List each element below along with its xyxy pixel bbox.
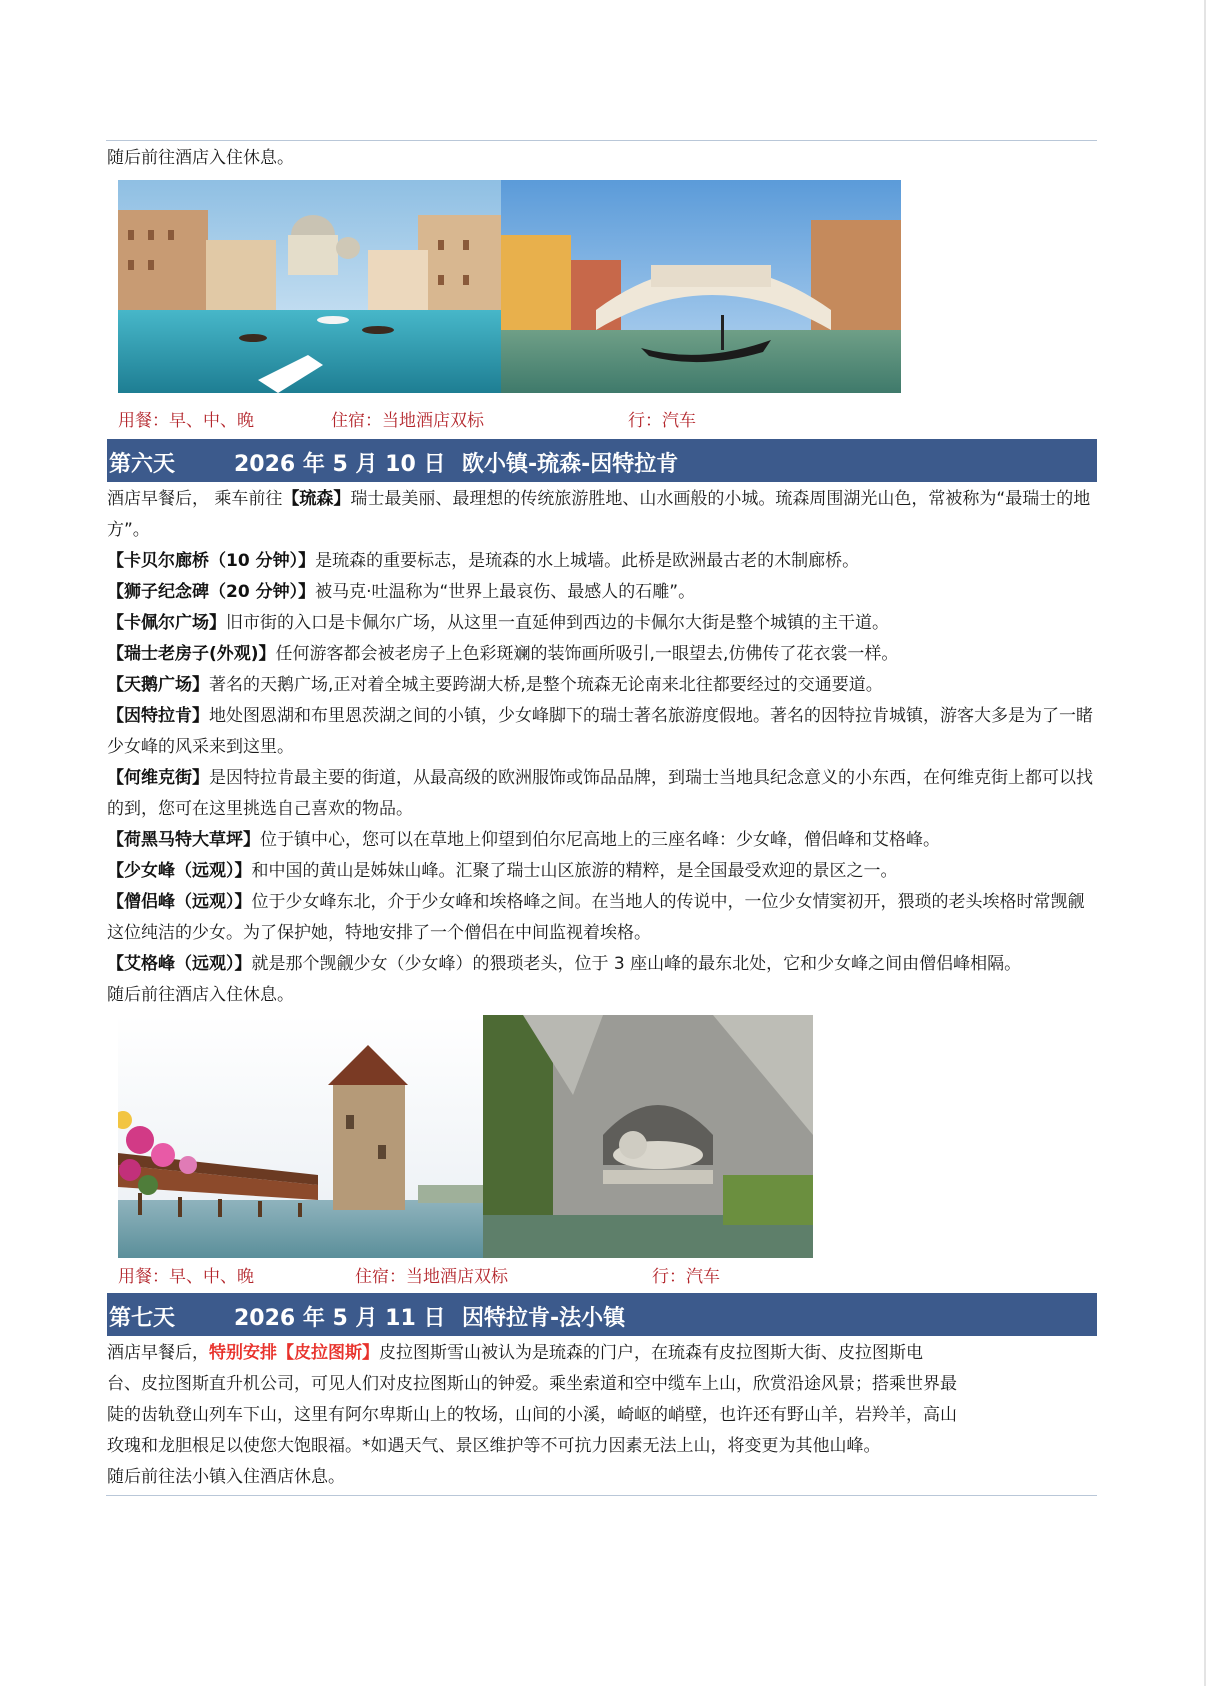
attraction-item	[107, 577, 1097, 608]
attraction-text: 就是那个觊觎少女（少女峰）的猥琐老头，位于 3 座山峰的最东北处，它和少女峰之间由僧侣峰相隔。	[251, 954, 1022, 974]
attraction-text: 著名的天鹅广场,正对着全城主要跨湖大桥,是整个琉森无论南来北往都要经过的交通要道。	[209, 675, 883, 695]
attraction-text: 和中国的黄山是姊妹山峰。汇聚了瑞士山区旅游的精粹，是全国最受欢迎的景区之一。	[251, 861, 898, 881]
attraction-item	[107, 670, 1097, 701]
meals-info: 用餐：早、中、晚	[118, 1267, 254, 1287]
day7-intro-description: 皮拉图斯雪山被认为是琉森的门户，在琉森有皮拉图斯大街、皮拉图斯电	[379, 1343, 923, 1363]
attraction-item	[107, 763, 1097, 825]
attraction-title: 【何维克街】	[107, 768, 209, 788]
day-label: 第七天	[109, 1306, 176, 1331]
attraction-item	[107, 949, 1097, 980]
attraction-item	[107, 887, 1097, 949]
attraction-title: 【卡佩尔广场】	[107, 613, 226, 633]
intro-text: 酒店早餐后， 乘车前往	[107, 489, 283, 509]
attraction-item	[107, 825, 1097, 856]
transport-info: 行：汽车	[652, 1267, 720, 1287]
attraction-item	[107, 639, 1097, 670]
attraction-title: 【卡贝尔廊桥（10 分钟）】	[107, 551, 316, 571]
attraction-title: 【艾格峰（远观）】	[107, 954, 252, 974]
attraction-text: 被马克·吐温称为“世界上最哀伤、最感人的石雕”。	[315, 582, 696, 602]
day-route: 因特拉肯-法小镇	[462, 1306, 626, 1331]
attraction-title: 【狮子纪念碑（20 分钟）】	[107, 582, 316, 602]
venice-grand-canal-photo	[118, 180, 501, 393]
day-label: 第六天	[109, 452, 176, 477]
day7-intro: 酒店早餐后，	[107, 1343, 209, 1363]
venice-rialto-bridge-photo	[501, 180, 901, 393]
attraction-text: 地处图恩湖和布里恩茨湖之间的小镇，少女峰脚下的瑞士著名旅游度假地。著名的因特拉肯城镇，游客大多是为了一睹少女峰的风采来到这里。	[107, 706, 1093, 757]
lucerne-photo-row	[118, 1015, 1097, 1258]
hotel-info: 住宿：当地酒店双标	[331, 411, 484, 431]
day6-header	[107, 439, 1097, 482]
special-arrangement-highlight: 特别安排【皮拉图斯】	[209, 1343, 379, 1363]
attraction-title: 【僧侣峰（远观）】	[107, 892, 252, 912]
day7-header	[107, 1293, 1097, 1336]
bottom-rule	[106, 1495, 1097, 1496]
top-rule	[106, 140, 1097, 141]
attraction-title: 【瑞士老房子(外观)】	[107, 644, 276, 664]
attraction-title: 【荷黑马特大草坪】	[107, 830, 260, 850]
hotel-info: 住宿：当地酒店双标	[355, 1267, 508, 1287]
day-date: 2026 年 5 月 11 日	[234, 1306, 446, 1331]
attraction-text: 任何游客都会被老房子上色彩斑斓的装饰画所吸引,一眼望去,仿佛传了花衣裳一样。	[275, 644, 899, 664]
venice-photo-row	[118, 180, 1097, 393]
day-route: 欧小镇-琉森-因特拉肯	[462, 452, 679, 477]
attraction-item	[107, 856, 1097, 887]
attraction-title: 【少女峰（远观）】	[107, 861, 252, 881]
attraction-text: 是因特拉肯最主要的街道，从最高级的欧洲服饰或饰品品牌，到瑞士当地具纪念意义的小东西，在何维克街上都可以找的到，您可在这里挑选自己喜欢的物品。	[107, 768, 1093, 819]
attraction-item	[107, 608, 1097, 639]
attraction-title: 【天鹅广场】	[107, 675, 209, 695]
day-date: 2026 年 5 月 10 日	[234, 452, 446, 477]
day6-attraction-list	[107, 546, 1097, 980]
attraction-text: 是琉森的重要标志，是琉森的水上城墙。此桥是欧洲最古老的木制廊桥。	[315, 551, 860, 571]
intro-description: 瑞士最美丽、最理想的传统旅游胜地、山水画般的小城。琉森周围湖光山色，常被称为“最瑞士的地方”。	[107, 489, 1091, 540]
day6-intro	[107, 484, 1097, 546]
chapel-bridge-photo	[118, 1015, 483, 1258]
lion-monument-photo	[483, 1015, 813, 1258]
day6-closing: 随后前往酒店入住休息。	[107, 985, 294, 1005]
day7-closing: 随后前往法小镇入住酒店休息。	[107, 1467, 345, 1487]
attraction-title: 【因特拉肯】	[107, 706, 209, 726]
attraction-text: 位于镇中心，您可以在草地上仰望到伯尔尼高地上的三座名峰：少女峰，僧侣峰和艾格峰。	[260, 830, 940, 850]
day6-info-row	[118, 1265, 1097, 1289]
meals-info: 用餐：早、中、晚	[118, 411, 254, 431]
itinerary-page	[107, 140, 1097, 1496]
attraction-text: 旧市街的入口是卡佩尔广场，从这里一直延伸到西边的卡佩尔大街是整个城镇的主干道。	[226, 613, 889, 633]
day5-info-row	[118, 409, 1097, 433]
attraction-item	[107, 701, 1097, 763]
day7-line1	[107, 1338, 1097, 1369]
attraction-item	[107, 546, 1097, 577]
top-closing-text: 随后前往酒店入住休息。	[107, 148, 294, 168]
attraction-text: 位于少女峰东北，介于少女峰和埃格峰之间。在当地人的传说中，一位少女情窦初开，猥琐的老头埃格时常觊觎这位纯洁的少女。为了保护她，特地安排了一个僧侣在中间监视着埃格。	[107, 892, 1085, 943]
day7-description: 台、皮拉图斯直升机公司，可见人们对皮拉图斯山的钟爱。乘坐索道和空中缆车上山，欣赏沿途风景；搭乘世界最陡的齿轨登山列车下山，这里有阿尔卑斯山上的牧场，山间的小溪，崎岖的峭壁，也许还有野山羊，岩羚羊，高山玫瑰和龙胆根足以使您大饱眼福。*如遇天气、景区维护等不可抗力因素无法上山，将变更为其他山峰。	[107, 1374, 957, 1456]
transport-info: 行：汽车	[628, 411, 696, 431]
intro-highlight: 【琉森】	[282, 489, 351, 509]
